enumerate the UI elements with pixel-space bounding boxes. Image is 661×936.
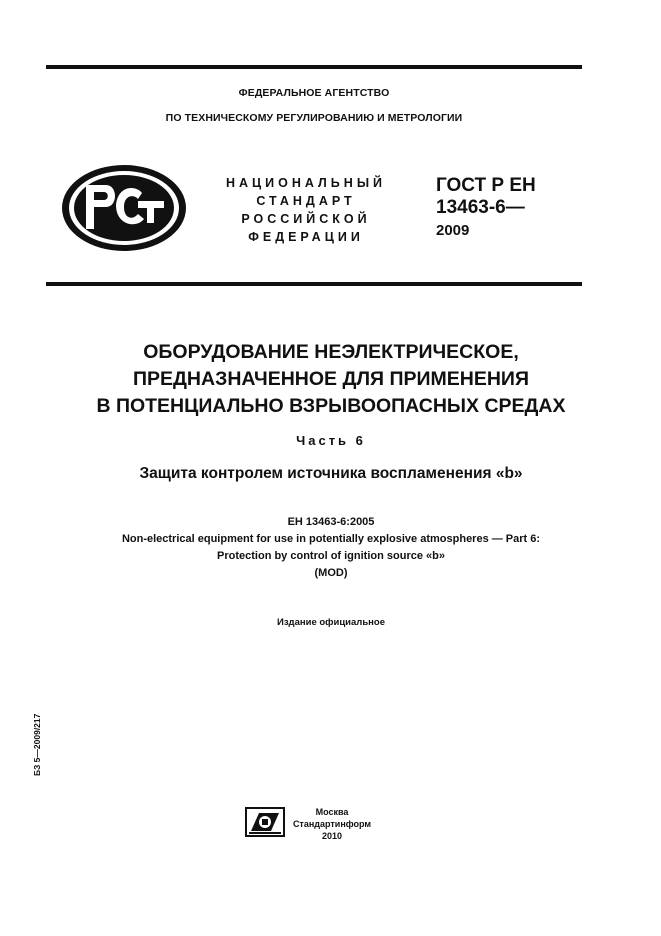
top-rule <box>46 65 582 69</box>
en-reference: ЕН 13463-6:2005 <box>287 516 375 528</box>
en-modification: (MOD) <box>314 567 348 579</box>
title-line: ОБОРУДОВАНИЕ НЕЭЛЕКТРИЧЕСКОЕ, <box>143 341 519 363</box>
publisher-block <box>290 806 374 842</box>
agency-line-2: ПО ТЕХНИЧЕСКОМУ РЕГУЛИРОВАНИЮ И МЕТРОЛОГИИ <box>165 112 463 124</box>
edition-label: Издание официальное <box>277 617 385 628</box>
publisher-city: Москва <box>315 807 349 817</box>
publisher-logo-icon <box>245 807 285 837</box>
national-standard-block <box>196 174 416 246</box>
title-line: В ПОТЕНЦИАЛЬНО ВЗРЫВООПАСНЫХ СРЕДАХ <box>96 395 566 417</box>
english-reference <box>46 514 616 582</box>
publisher-year: 2010 <box>321 831 343 841</box>
middle-rule <box>46 282 582 286</box>
side-code: БЗ 5—2009/217 <box>32 713 42 776</box>
en-title-line: Non-electrical equipment for use in potentially explosive atmospheres — Part 6: <box>121 533 541 545</box>
title-line: ПРЕДНАЗНАЧЕННОЕ ДЛЯ ПРИМЕНЕНИЯ <box>133 368 529 390</box>
natstd-line: НАЦИОНАЛЬНЫЙ <box>225 176 387 190</box>
publisher-name: Стандартинформ <box>292 819 372 829</box>
designation-year: 2009 <box>436 222 470 239</box>
agency-line-1: ФЕДЕРАЛЬНОЕ АГЕНТСТВО <box>238 87 390 99</box>
document-title <box>46 339 616 420</box>
designation-line-2: 13463-6— <box>436 197 525 218</box>
standard-designation <box>436 175 536 219</box>
natstd-line: ФЕДЕРАЦИИ <box>248 230 364 244</box>
document-subtitle: Защита контролем источника воспламенения «b» <box>139 465 523 482</box>
natstd-line: РОССИЙСКОЙ <box>241 212 371 226</box>
part-label: Часть 6 <box>296 433 366 448</box>
en-title-line: Protection by control of ignition source «b» <box>217 550 445 562</box>
designation-line-1: ГОСТ Р ЕН <box>436 175 536 196</box>
rst-logo-icon <box>60 163 188 253</box>
natstd-line: СТАНДАРТ <box>256 194 356 208</box>
